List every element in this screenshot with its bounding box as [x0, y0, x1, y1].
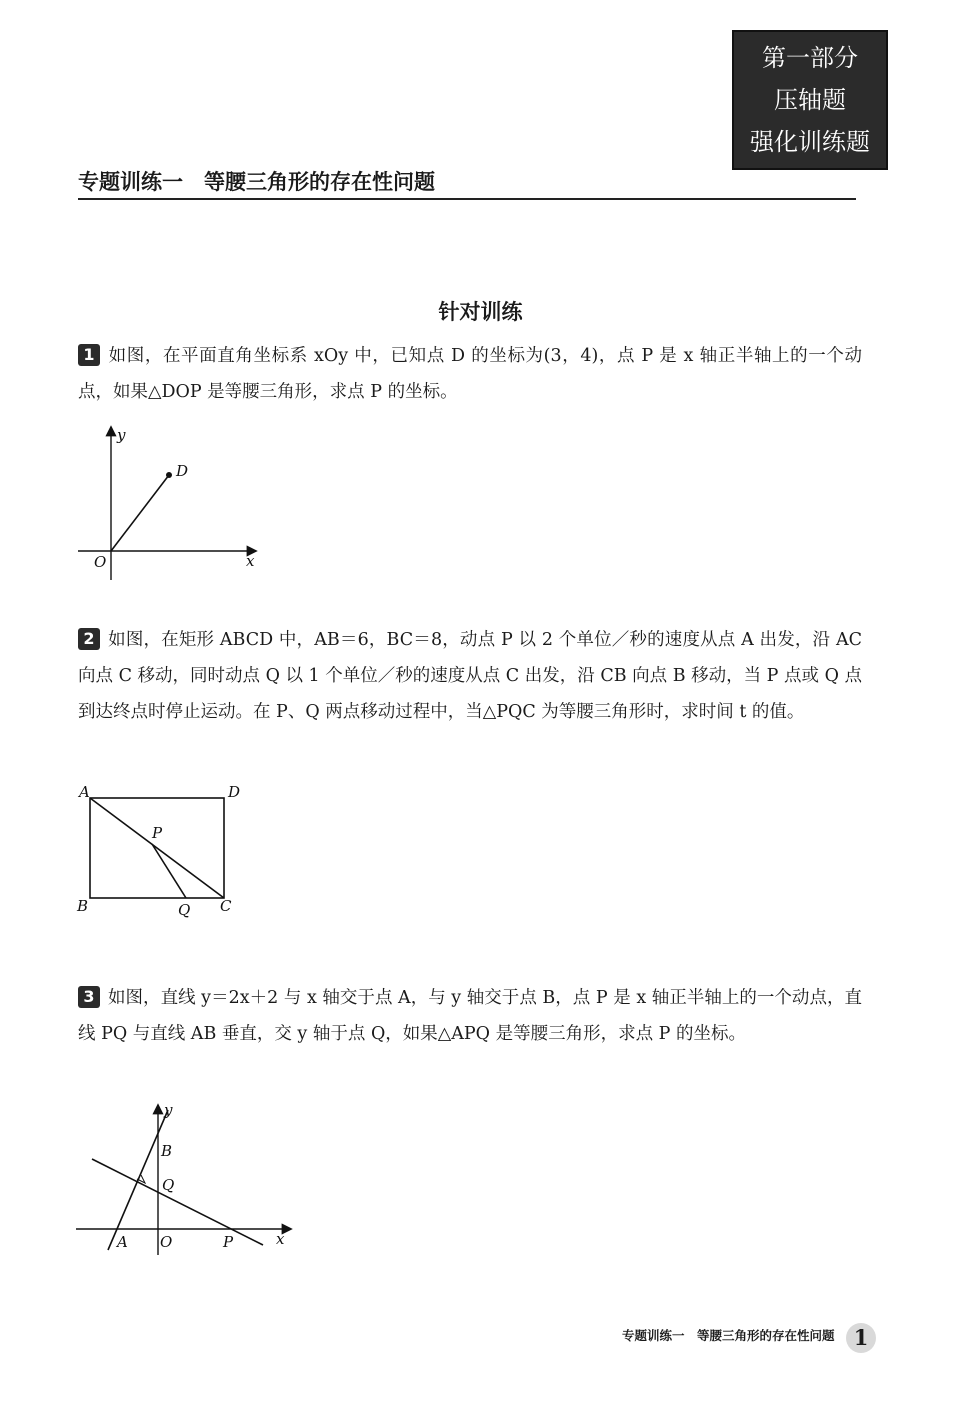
segment-pq	[152, 844, 186, 898]
practice-title: 针对训练	[438, 300, 523, 324]
footer-running-title: 专题训练一 等腰三角形的存在性问题	[622, 1328, 835, 1343]
label-a: A	[79, 783, 90, 801]
problem-text: 如图，在矩形 ABCD 中，AB＝6，BC＝8，动点 P 以 2 个单位／秒的速度从点 A 出发，沿 AC 向点 C 移动，同时动点 Q 以 1 个单位／秒的速度从点 C 出发，沿 CB 向点 B 移动，当 P 点或 Q 点到达终点时停止运动。在 P、Q 两点移动过程中，当△PQC 为等腰三角形时，求时间 t 的值。	[78, 630, 862, 722]
label-d: D	[176, 462, 189, 480]
problem-text: 如图，在平面直角坐标系 xOy 中，已知点 D 的坐标为(3，4)，点 P 是 x 轴正半轴上的一个动点，如果△DOP 是等腰三角形，求点 P 的坐标。	[78, 346, 862, 402]
badge-line-2: 压轴题	[774, 86, 846, 114]
label-y: y	[164, 1101, 173, 1119]
label-c: C	[220, 897, 232, 915]
problem-3	[78, 980, 862, 1052]
badge-line-1: 第一部分	[762, 44, 858, 72]
label-b: B	[161, 1142, 173, 1160]
section-header: 专题训练一 等腰三角形的存在性问题	[78, 166, 856, 200]
problem-number: 1	[78, 344, 100, 366]
label-x: x	[276, 1230, 285, 1248]
figure-2	[72, 780, 252, 925]
point-d	[166, 472, 172, 478]
part-badge	[732, 30, 888, 170]
problem-2	[78, 622, 862, 730]
problem-1	[78, 338, 862, 410]
figure-1	[70, 420, 270, 590]
label-y: y	[117, 426, 126, 444]
problem-number: 2	[78, 628, 100, 650]
problem-number: 3	[78, 986, 100, 1008]
label-p: P	[223, 1233, 234, 1251]
label-q: Q	[162, 1176, 175, 1194]
label-x: x	[246, 552, 255, 570]
label-o: O	[160, 1233, 173, 1251]
label-d: D	[228, 783, 241, 801]
label-a: A	[117, 1233, 128, 1251]
label-p: P	[152, 824, 163, 842]
label-b: B	[77, 897, 89, 915]
diagonal-ac	[90, 798, 224, 898]
page-number: 1	[846, 1323, 876, 1353]
figure-3	[70, 1100, 300, 1260]
label-o: O	[94, 553, 107, 571]
segment-od	[111, 475, 169, 551]
label-q: Q	[178, 901, 191, 919]
problem-text: 如图，直线 y＝2x＋2 与 x 轴交于点 A，与 y 轴交于点 B，点 P 是 x 轴正半轴上的一个动点，直线 PQ 与直线 AB 垂直，交 y 轴于点 Q，如果△APQ 是等腰三角形，求点 P 的坐标。	[78, 988, 862, 1044]
badge-line-3: 强化训练题	[750, 128, 870, 156]
